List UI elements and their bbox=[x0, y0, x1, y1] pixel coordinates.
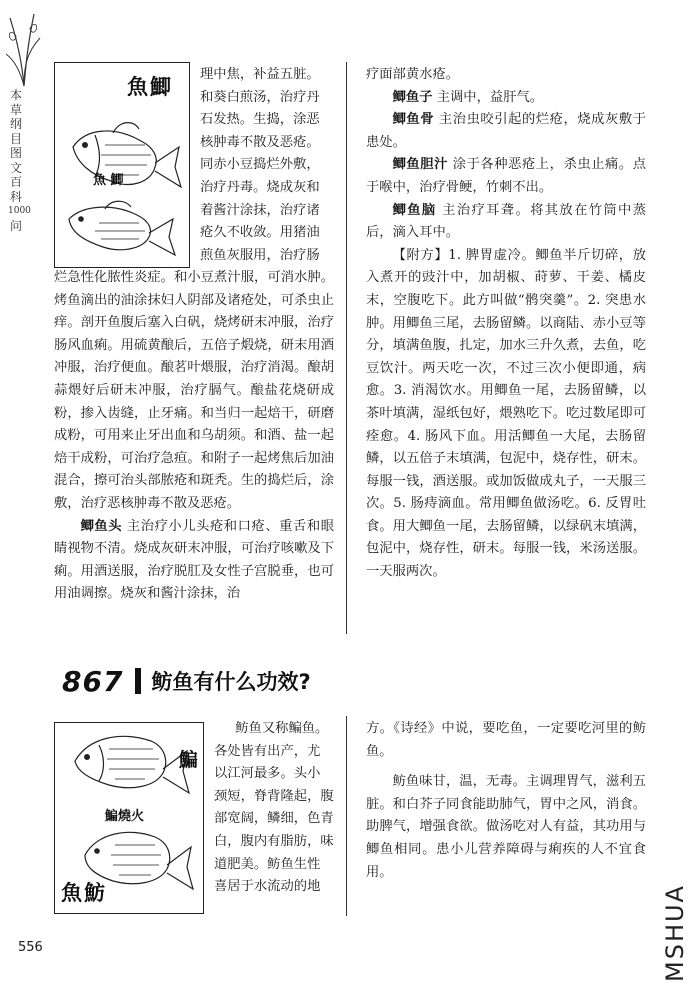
text-line: 白，腹内有脂肪，味 bbox=[214, 833, 334, 849]
paragraph: 疗面部黄水疮。 bbox=[366, 67, 460, 82]
column-left-mid bbox=[54, 267, 334, 606]
paragraph: 方。《诗经》中说，要吃鱼，一定要吃河里的鲂鱼。 bbox=[366, 721, 646, 759]
entry-text: 主调中，益肝气。 bbox=[432, 89, 544, 105]
text-line: 治疗丹毒。烧成灰和 bbox=[200, 179, 320, 195]
book-title-char: 1000 bbox=[8, 206, 31, 216]
entry-text: 主治虫咬引起的烂疮，烧成灰敷于患处。 bbox=[366, 112, 646, 150]
column-left-top bbox=[200, 64, 334, 267]
section-number: 867 bbox=[62, 664, 124, 698]
section-heading bbox=[62, 661, 311, 701]
book-title-char: 文 bbox=[9, 160, 22, 175]
column-divider-bottom bbox=[346, 716, 347, 916]
book-title-char: 图 bbox=[9, 146, 22, 160]
column-left-bottom bbox=[214, 718, 336, 899]
entry-title: 鲫鱼骨 bbox=[392, 112, 435, 128]
text-line: 疮久不收敛。用猪油 bbox=[200, 225, 320, 241]
watermark-text: MSHUA bbox=[661, 884, 689, 982]
fish-drawing-lower bbox=[69, 201, 175, 255]
column-right-bottom bbox=[366, 718, 646, 884]
paragraph-fang bbox=[366, 245, 646, 584]
watermark bbox=[660, 872, 690, 994]
column-right-top bbox=[366, 64, 646, 584]
figure-caption-mid: 魚 鯽 bbox=[93, 173, 124, 188]
bream-illustration bbox=[54, 722, 204, 914]
book-title-char: 草 bbox=[9, 102, 22, 117]
text-line: 煎鱼灰服用，治疗肠 bbox=[200, 247, 320, 263]
paragraph: 烂急性化脓性炎症。和小豆煮汁服，可消水肿。烤鱼滴出的油涂抹妇人阴部及诸疮处，可杀虫止痒。剖开鱼腹后塞入白矾，烧烤研末冲服，治疗肠风血痢。用硫黄酿后，五倍子煅烧，研末用酒冲服，治疗便血。酿茗叶煨服，治疗消渴。酿胡蒜煨好后研末冲服，治疗膈气。酿盐花烧研成粉，掺入齿缝，止牙痛。和当归一起焙干，研磨成粉，可用来止牙出血和乌胡须。和酒、盐一起焙干成粉，可治疗急疸。和附子一起烤焦后加油混合，擦可治头部脓疮和斑秃。生的捣烂后，涂敷，治疗恶核肿毒不散及恶疮。 bbox=[54, 270, 334, 511]
book-title-char: 百 bbox=[9, 175, 22, 189]
crucian-carp-illustration bbox=[54, 62, 190, 268]
text-line: 理中焦，补益五脏。 bbox=[200, 67, 320, 82]
book-title-vertical bbox=[8, 88, 31, 233]
entry-text: 主治疗耳聋。将其放在竹筒中蒸后，滴入耳中。 bbox=[366, 202, 647, 241]
text-line: 核肿毒不散及恶疮。 bbox=[200, 134, 320, 150]
column-divider bbox=[346, 62, 347, 634]
entry-title: 鲫鱼头 bbox=[80, 518, 123, 534]
fish-drawing-upper bbox=[73, 123, 181, 187]
paragraph-gu bbox=[366, 109, 646, 154]
text-line: 着酱汁涂抹，治疗诸 bbox=[200, 202, 320, 218]
book-title-char: 科 bbox=[9, 189, 22, 204]
figure-caption-bottom: 魚魴 bbox=[61, 881, 107, 905]
paragraph-dan bbox=[366, 154, 646, 199]
entry-title: 鲫鱼胆汁 bbox=[392, 157, 448, 173]
entry-text: 主治疗小儿头疮和口疮、重舌和眼睛视物不清。烧成灰研末冲服，可治疗咳嗽及下痢。用酒送服，治疗脱肛及女性子宫脱垂，也可用油调擦。烧灰和酱汁涂抹，治 bbox=[54, 518, 334, 602]
text-line: 颈短，脊背隆起，腹 bbox=[214, 788, 334, 804]
page-number: 556 bbox=[18, 940, 43, 955]
text-line: 同赤小豆捣烂外敷， bbox=[200, 157, 320, 173]
figure-caption-mid: 鯿燒火 bbox=[105, 809, 145, 824]
figure-caption-top: 魚鯽 bbox=[127, 75, 173, 99]
paragraph-nao bbox=[366, 200, 646, 245]
paragraph-head bbox=[54, 516, 334, 606]
orchid-icon bbox=[4, 8, 44, 88]
paragraph-zi bbox=[366, 87, 646, 110]
entry-text: 涂于各种恶疮上，杀虫止痛。点于喉中，治疗骨鲠，竹刺不出。 bbox=[366, 157, 646, 195]
figure-caption-right: 鯿 bbox=[179, 749, 199, 771]
book-title-char: 本 bbox=[9, 88, 22, 102]
entry-title: 鲫鱼子 bbox=[392, 89, 433, 105]
text-line: 石发热。生捣，涂恶 bbox=[200, 112, 320, 128]
paragraph: 鲂鱼味甘，温，无毒。主调理胃气，滋利五脏。和白芥子同食能助肺气，胃中之风，消食。助脾气，增强食欲。做汤吃对人有益，其功用与鲫鱼相同。患小儿营养障碍与痢疾的人不宜食用。 bbox=[366, 774, 646, 880]
book-title-char: 纲 bbox=[9, 117, 22, 131]
section-title: 鲂鱼有什么功效? bbox=[151, 670, 311, 694]
section-bar bbox=[135, 668, 141, 694]
book-title-char: 目 bbox=[9, 131, 22, 146]
text-line: 部宽阔，鳞细，色青 bbox=[214, 811, 334, 827]
text-line: 和葵白煎汤，治疗丹 bbox=[200, 89, 320, 105]
book-title-char: 问 bbox=[9, 218, 22, 233]
entry-title: 鲫鱼脑 bbox=[392, 202, 437, 218]
fang-label: 【附方】 bbox=[392, 247, 449, 263]
text-line: 以江河最多。头小 bbox=[214, 766, 321, 782]
text-line: 道肥美。鲂鱼生性 bbox=[214, 856, 321, 872]
bream-drawing-upper bbox=[75, 736, 189, 793]
text-line: 喜居于水流动的地 bbox=[214, 879, 321, 895]
fang-text: 1. 脾胃虚冷。鲫鱼半斤切碎，放入煮开的豉汁中，加胡椒、莳萝、干姜、橘皮末，空腹吃下。此方叫做“鹘突羹”。2. 突患水肿。用鲫鱼三尾，去肠留鳞。以商陆、赤小豆等分，填满鱼腹，扎定，加水三升久煮，去鱼，吃豆饮汁。两天吃一次，不过三次小便即通，病愈。3. 消渴饮水。用鲫鱼一尾，去肠留鳞，以茶叶填满，湿纸包好，煨熟吃下。吃过数尾即可痊愈。4. 肠风下血。用活鲫鱼一大尾，去肠留鳞，以五倍子末填满，包泥中，烧存性，研末。每服一钱，酒送服。或加饭做成丸子，一天服三次。5. 肠痔滴血。常用鲫鱼做汤吃。6. 反胃吐食。用大鲫鱼一尾，去肠留鳞，以绿矾末填满，包泥中，烧存性，研末。每服一钱，米汤送服。一天服两次。 bbox=[366, 247, 647, 580]
text-line: 各处皆有出产，尤 bbox=[214, 743, 321, 759]
text-line: 鲂鱼又称鳊鱼。 bbox=[235, 721, 329, 736]
